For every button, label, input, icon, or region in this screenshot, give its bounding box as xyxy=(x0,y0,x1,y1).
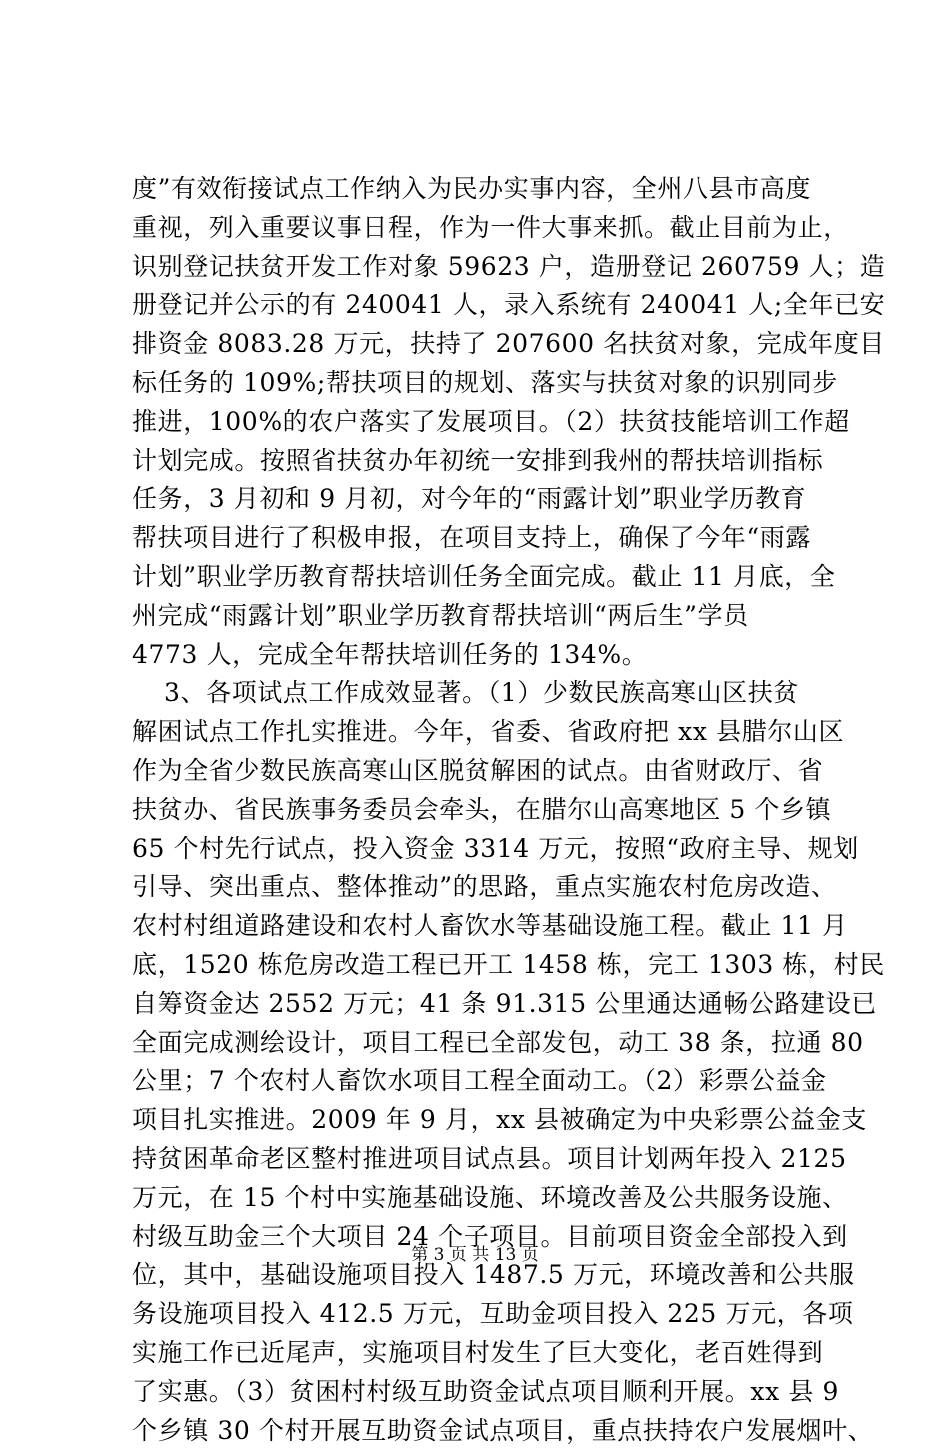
text-line: 解困试点工作扎实推进。今年，省委、省政府把 xx 县腊尔山区 xyxy=(132,713,852,752)
text-line: 农村村组道路建设和农村人畜饮水等基础设施工程。截止 11 月 xyxy=(132,907,852,946)
text-line: 引导、突出重点、整体推动”的思路，重点实施农村危房改造、 xyxy=(132,868,852,907)
paragraph-start-line: 3、各项试点工作成效显著。（1）少数民族高寒山区扶贫 xyxy=(132,674,852,713)
text-line: 计划完成。按照省扶贫办年初统一安排到我州的帮扶培训指标 xyxy=(132,442,852,481)
text-line: 万元，在 15 个村中实施基础设施、环境改善及公共服务设施、 xyxy=(132,1179,852,1218)
text-line: 重视，列入重要议事日程，作为一件大事来抓。截止目前为止， xyxy=(132,209,852,248)
text-line: 标任务的 109%;帮扶项目的规划、落实与扶贫对象的识别同步 xyxy=(132,364,852,403)
text-line: 项目扎实推进。2009 年 9 月，xx 县被确定为中央彩票公益金支 xyxy=(132,1101,852,1140)
text-line: 扶贫办、省民族事务委员会牵头，在腊尔山高寒地区 5 个乡镇 xyxy=(132,791,852,830)
text-line: 公里；7 个农村人畜饮水项目工程全面动工。（2）彩票公益金 xyxy=(132,1062,852,1101)
text-line: 了实惠。（3）贫困村村级互助资金试点项目顺利开展。xx 县 9 xyxy=(132,1373,852,1412)
page-number-footer: 第 3 页 共 13 页 xyxy=(0,1240,950,1265)
text-line: 4773 人，完成全年帮扶培训任务的 134%。 xyxy=(132,636,852,675)
text-line: 65 个村先行试点，投入资金 3314 万元，按照“政府主导、规划 xyxy=(132,830,852,869)
text-line: 度”有效衔接试点工作纳入为民办实事内容，全州八县市高度 xyxy=(132,170,852,209)
text-line: 全面完成测绘设计，项目工程已全部发包，动工 38 条，拉通 80 xyxy=(132,1024,852,1063)
text-line: 识别登记扶贫开发工作对象 59623 户，造册登记 260759 人；造 xyxy=(132,248,852,287)
text-line: 帮扶项目进行了积极申报，在项目支持上，确保了今年“雨露 xyxy=(132,519,852,558)
text-line: 州完成“雨露计划”职业学历教育帮扶培训“两后生”学员 xyxy=(132,597,852,636)
text-line: 个乡镇 30 个村开展互助资金试点项目，重点扶持农户发展烟叶、 xyxy=(132,1412,852,1450)
text-line: 持贫困革命老区整村推进项目试点县。项目计划两年投入 2125 xyxy=(132,1140,852,1179)
text-line: 册登记并公示的有 240041 人，录入系统有 240041 人;全年已安 xyxy=(132,286,852,325)
text-line: 自筹资金达 2552 万元；41 条 91.315 公里通达通畅公路建设已 xyxy=(132,985,852,1024)
text-line: 底，1520 栋危房改造工程已开工 1458 栋，完工 1303 栋，村民 xyxy=(132,946,852,985)
text-line: 位，其中，基础设施项目投入 1487.5 万元，环境改善和公共服 xyxy=(132,1256,852,1295)
text-line: 实施工作已近尾声，实施项目村发生了巨大变化，老百姓得到 xyxy=(132,1334,852,1373)
text-line: 务设施项目投入 412.5 万元，互助金项目投入 225 万元，各项 xyxy=(132,1295,852,1334)
text-line: 计划”职业学历教育帮扶培训任务全面完成。截止 11 月底，全 xyxy=(132,558,852,597)
text-line: 村级互助金三个大项目 24 个子项目。目前项目资金全部投入到 xyxy=(132,1218,852,1257)
text-line: 推进，100%的农户落实了发展项目。（2）扶贫技能培训工作超 xyxy=(132,403,852,442)
text-line: 排资金 8083.28 万元，扶持了 207600 名扶贫对象，完成年度目 xyxy=(132,325,852,364)
text-line: 作为全省少数民族高寒山区脱贫解困的试点。由省财政厅、省 xyxy=(132,752,852,791)
text-line: 任务，3 月初和 9 月初，对今年的“雨露计划”职业学历教育 xyxy=(132,480,852,519)
